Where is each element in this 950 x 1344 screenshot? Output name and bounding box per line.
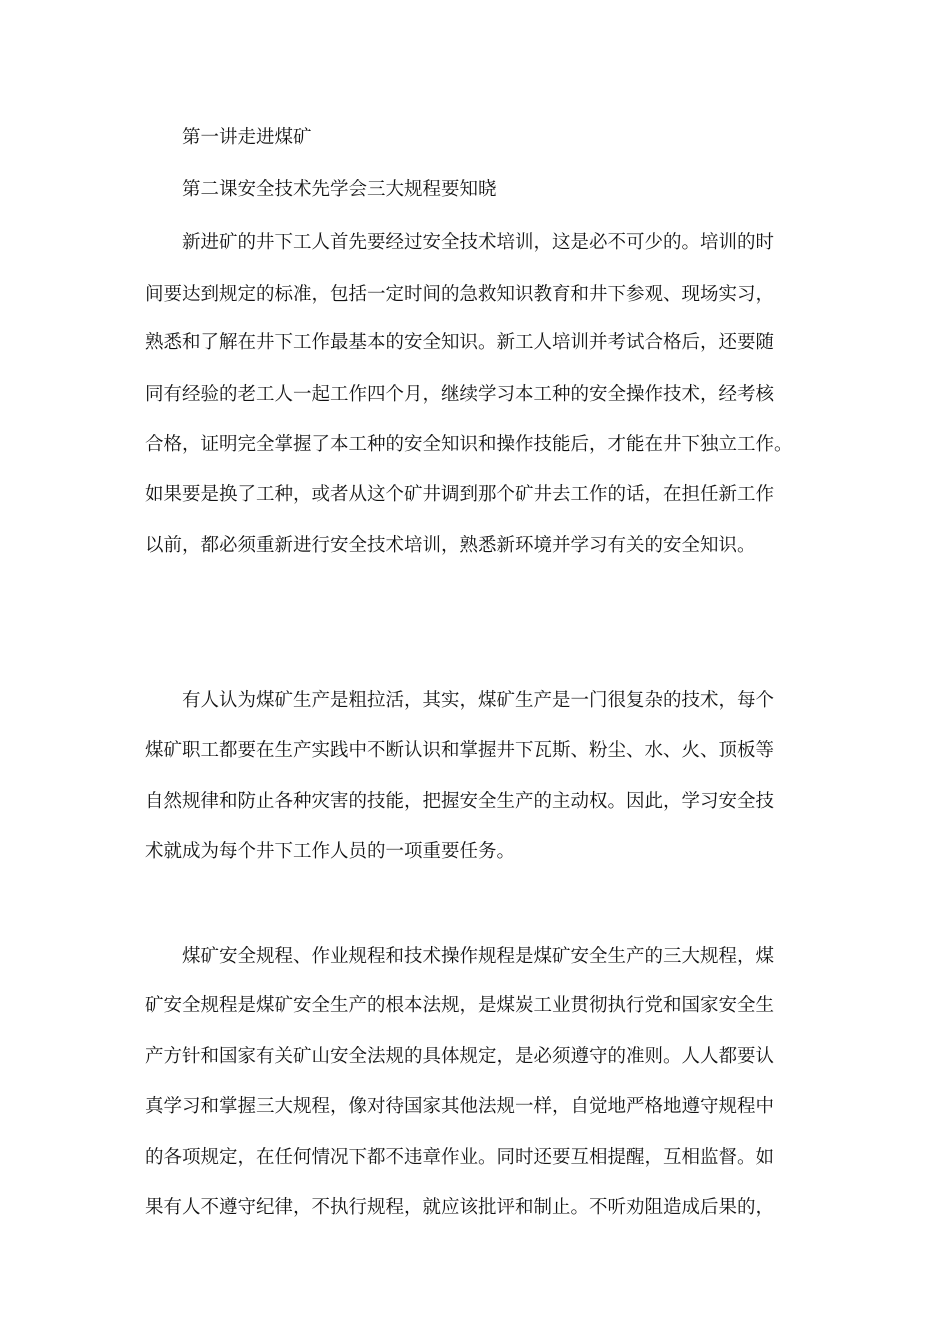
paragraph-line: 真学习和掌握三大规程，像对待国家其他法规一样，自觉地严格地遵守规程中 <box>145 1096 775 1117</box>
paragraph-line: 煤矿职工都要在生产实践中不断认识和掌握井下瓦斯、粉尘、水、火、顶板等 <box>145 740 775 761</box>
paragraph-line: 有人认为煤矿生产是粗拉活，其实，煤矿生产是一门很复杂的技术，每个 <box>182 690 775 711</box>
paragraph-line: 术就成为每个井下工作人员的一项重要任务。 <box>145 841 516 862</box>
lesson-heading: 第二课安全技术先学会三大规程要知晓 <box>182 179 497 200</box>
paragraph-line: 熟悉和了解在井下工作最基本的安全知识。新工人培训并考试合格后，还要随 <box>145 332 775 353</box>
paragraph-line: 果有人不遵守纪律，不执行规程，就应该批评和制止。不听劝阻造成后果的， <box>145 1197 775 1218</box>
paragraph-line: 间要达到规定的标准，包括一定时间的急救知识教育和井下参观、现场实习， <box>145 284 775 305</box>
paragraph-line: 以前，都必须重新进行安全技术培训，熟悉新环境并学习有关的安全知识。 <box>145 535 756 556</box>
paragraph-line: 自然规律和防止各种灾害的技能，把握安全生产的主动权。因此，学习安全技 <box>145 791 775 812</box>
paragraph-line: 合格，证明完全掌握了本工种的安全知识和操作技能后，才能在井下独立工作。 <box>145 434 793 455</box>
paragraph-line: 新进矿的井下工人首先要经过安全技术培训，这是必不可少的。培训的时 <box>182 232 775 253</box>
paragraph-line: 同有经验的老工人一起工作四个月，继续学习本工种的安全操作技术，经考核 <box>145 384 775 405</box>
paragraph-line: 矿安全规程是煤矿安全生产的根本法规，是煤炭工业贯彻执行党和国家安全生 <box>145 995 775 1016</box>
lecture-heading: 第一讲走进煤矿 <box>182 127 312 148</box>
paragraph-line: 产方针和国家有关矿山安全法规的具体规定，是必须遵守的准则。人人都要认 <box>145 1046 775 1067</box>
paragraph-line: 如果要是换了工种，或者从这个矿井调到那个矿井去工作的话，在担任新工作 <box>145 484 775 505</box>
paragraph-line: 的各项规定，在任何情况下都不违章作业。同时还要互相提醒，互相监督。如 <box>145 1147 775 1168</box>
paragraph-line: 煤矿安全规程、作业规程和技术操作规程是煤矿安全生产的三大规程，煤 <box>182 946 775 967</box>
